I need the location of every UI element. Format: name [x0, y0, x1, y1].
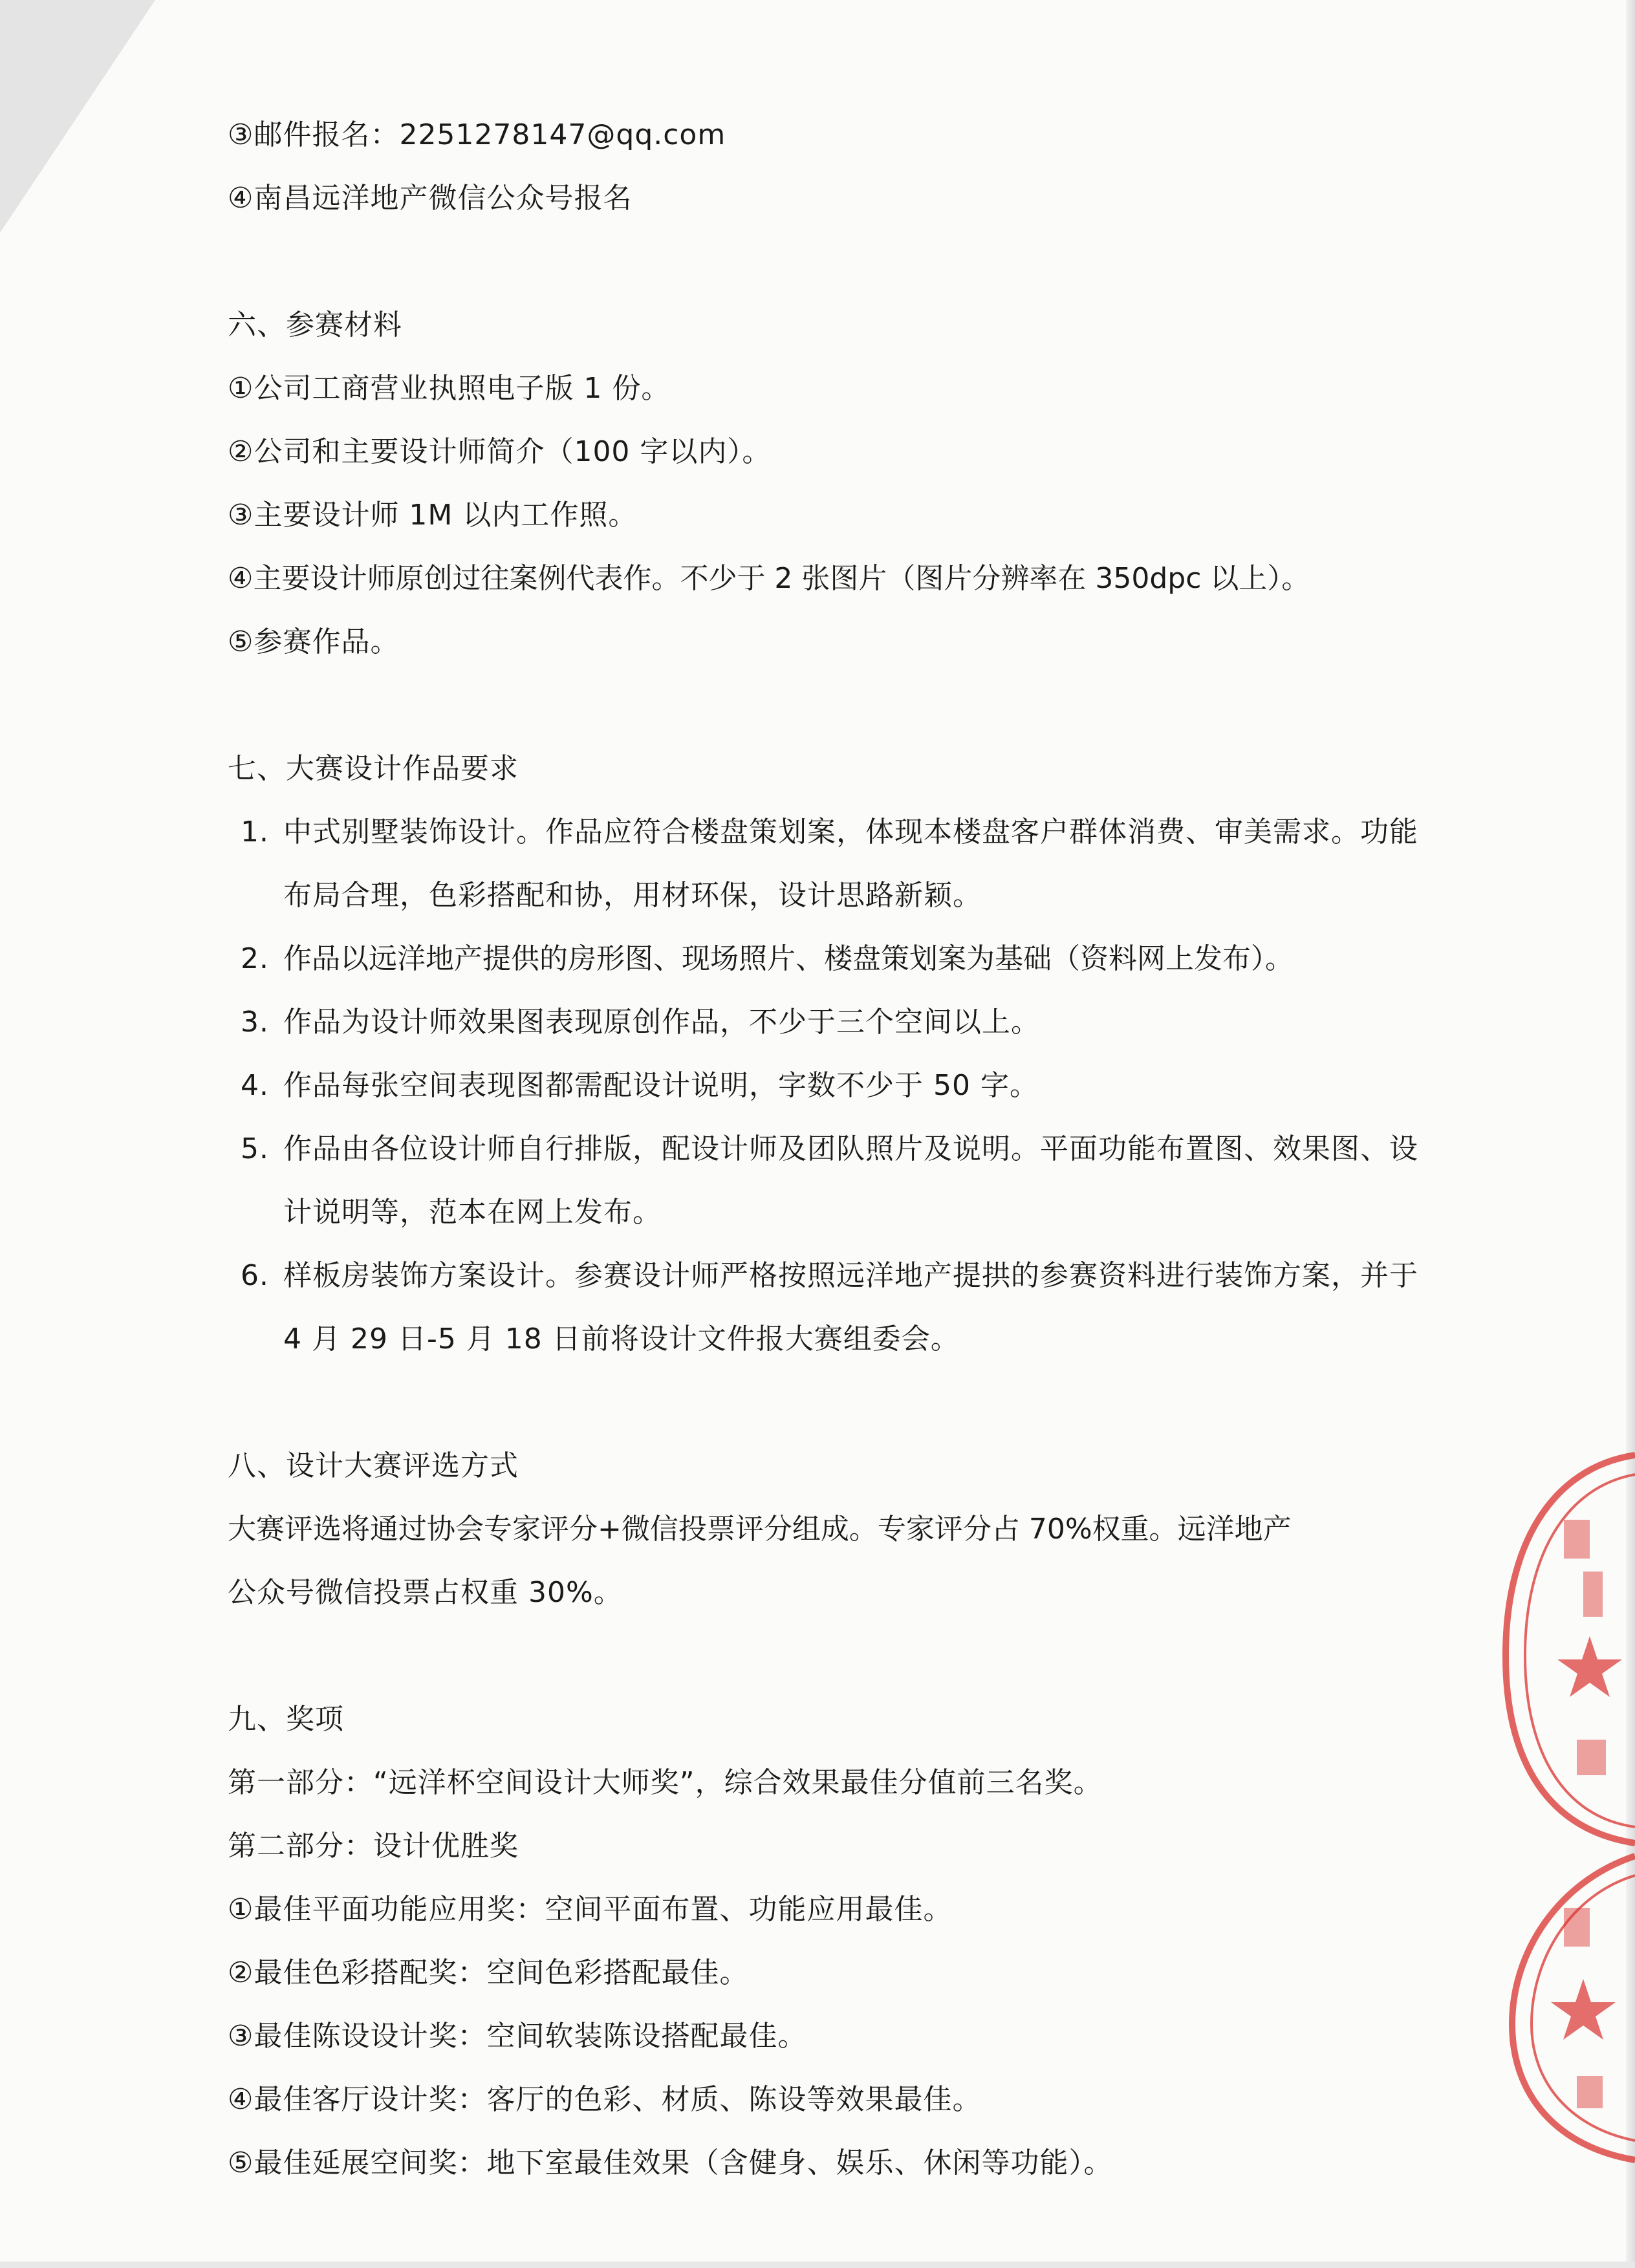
item-text: 作品每张空间表现图都需配设计说明，字数不少于 50 字。	[283, 1069, 1039, 1102]
section-7-item	[228, 1054, 1431, 1118]
item-text: 中式别墅装饰设计。作品应符合楼盘策划案，体现本楼盘客户群体消费、审美需求。功能布局合理，色彩搭配和协，用材环保，设计思路新颖。	[283, 815, 1418, 912]
section-6-item: ③主要设计师 1M 以内工作照。	[228, 499, 638, 532]
item-number: 3.	[241, 1006, 269, 1039]
section-7-item	[228, 1244, 1431, 1371]
item-number: 6.	[241, 1259, 269, 1292]
item-number: 5.	[241, 1132, 269, 1165]
folded-corner	[0, 0, 155, 233]
section-8-text: 大赛评选将通过协会专家评分+微信投票评分组成。专家评分占 70%权重。远洋地产	[228, 1513, 1292, 1546]
award-item: ④最佳客厅设计奖：客厅的色彩、材质、陈设等效果最佳。	[228, 2083, 982, 2116]
section-9-heading: 九、奖项	[228, 1703, 344, 1736]
section-7-item	[228, 801, 1431, 927]
section-8-text: 公众号微信投票占权重 30%。	[228, 1576, 623, 1609]
spacer	[228, 1625, 1431, 1688]
award-part-1: 第一部分：“远洋杯空间设计大师奖”，综合效果最佳分值前三名奖。	[228, 1766, 1103, 1799]
registration-wechat: ④南昌远洋地产微信公众号报名	[228, 182, 633, 215]
section-6-item: ①公司工商营业执照电子版 1 份。	[228, 372, 671, 405]
spacer	[228, 230, 1431, 294]
award-part-2: 第二部分：设计优胜奖	[228, 1830, 519, 1863]
item-number: 4.	[241, 1069, 269, 1102]
section-8-heading: 八、设计大赛评选方式	[228, 1449, 519, 1482]
section-7-heading: 七、大赛设计作品要求	[228, 752, 519, 785]
section-6-item: ⑤参赛作品。	[228, 625, 400, 658]
registration-email: ③邮件报名：2251278147@qq.com	[228, 118, 726, 151]
spacer	[228, 1371, 1431, 1434]
award-item: ②最佳色彩搭配奖：空间色彩搭配最佳。	[228, 1956, 749, 1989]
item-text: 作品由各位设计师自行排版，配设计师及团队照片及说明。平面功能布置图、效果图、设计说明等，范本在网上发布。	[283, 1132, 1418, 1229]
item-text: 样板房装饰方案设计。参赛设计师严格按照远洋地产提拱的参赛资料进行装饰方案，并于 4 月 29 日-5 月 18 日前将设计文件报大赛组委会。	[283, 1259, 1418, 1355]
paper-bottom-edge	[0, 2262, 1635, 2268]
section-6-item: ②公司和主要设计师简介（100 字以内）。	[228, 435, 772, 468]
section-7-item	[228, 927, 1431, 991]
item-text: 作品为设计师效果图表现原创作品，不少于三个空间以上。	[283, 1006, 1040, 1039]
spacer	[228, 674, 1431, 737]
section-7-item	[228, 991, 1431, 1054]
award-item: ⑤最佳延展空间奖：地下室最佳效果（含健身、娱乐、休闲等功能）。	[228, 2146, 1113, 2179]
award-item: ③最佳陈设设计奖：空间软装陈设搭配最佳。	[228, 2020, 807, 2053]
item-number: 2.	[241, 942, 269, 975]
section-7-item	[228, 1118, 1431, 1244]
award-item: ①最佳平面功能应用奖：空间平面布置、功能应用最佳。	[228, 1893, 953, 1926]
partial-red-seal-stamp	[1486, 1442, 1635, 2166]
item-number: 1.	[241, 815, 269, 848]
document-body	[228, 103, 1431, 2195]
item-text: 作品以远洋地产提供的房形图、现场照片、楼盘策划案为基础（资料网上发布）。	[283, 942, 1294, 975]
section-6-heading: 六、参赛材料	[228, 308, 402, 341]
section-6-item: ④主要设计师原创过往案例代表作。不少于 2 张图片（图片分辨率在 350dpc 以上）。	[228, 562, 1310, 595]
